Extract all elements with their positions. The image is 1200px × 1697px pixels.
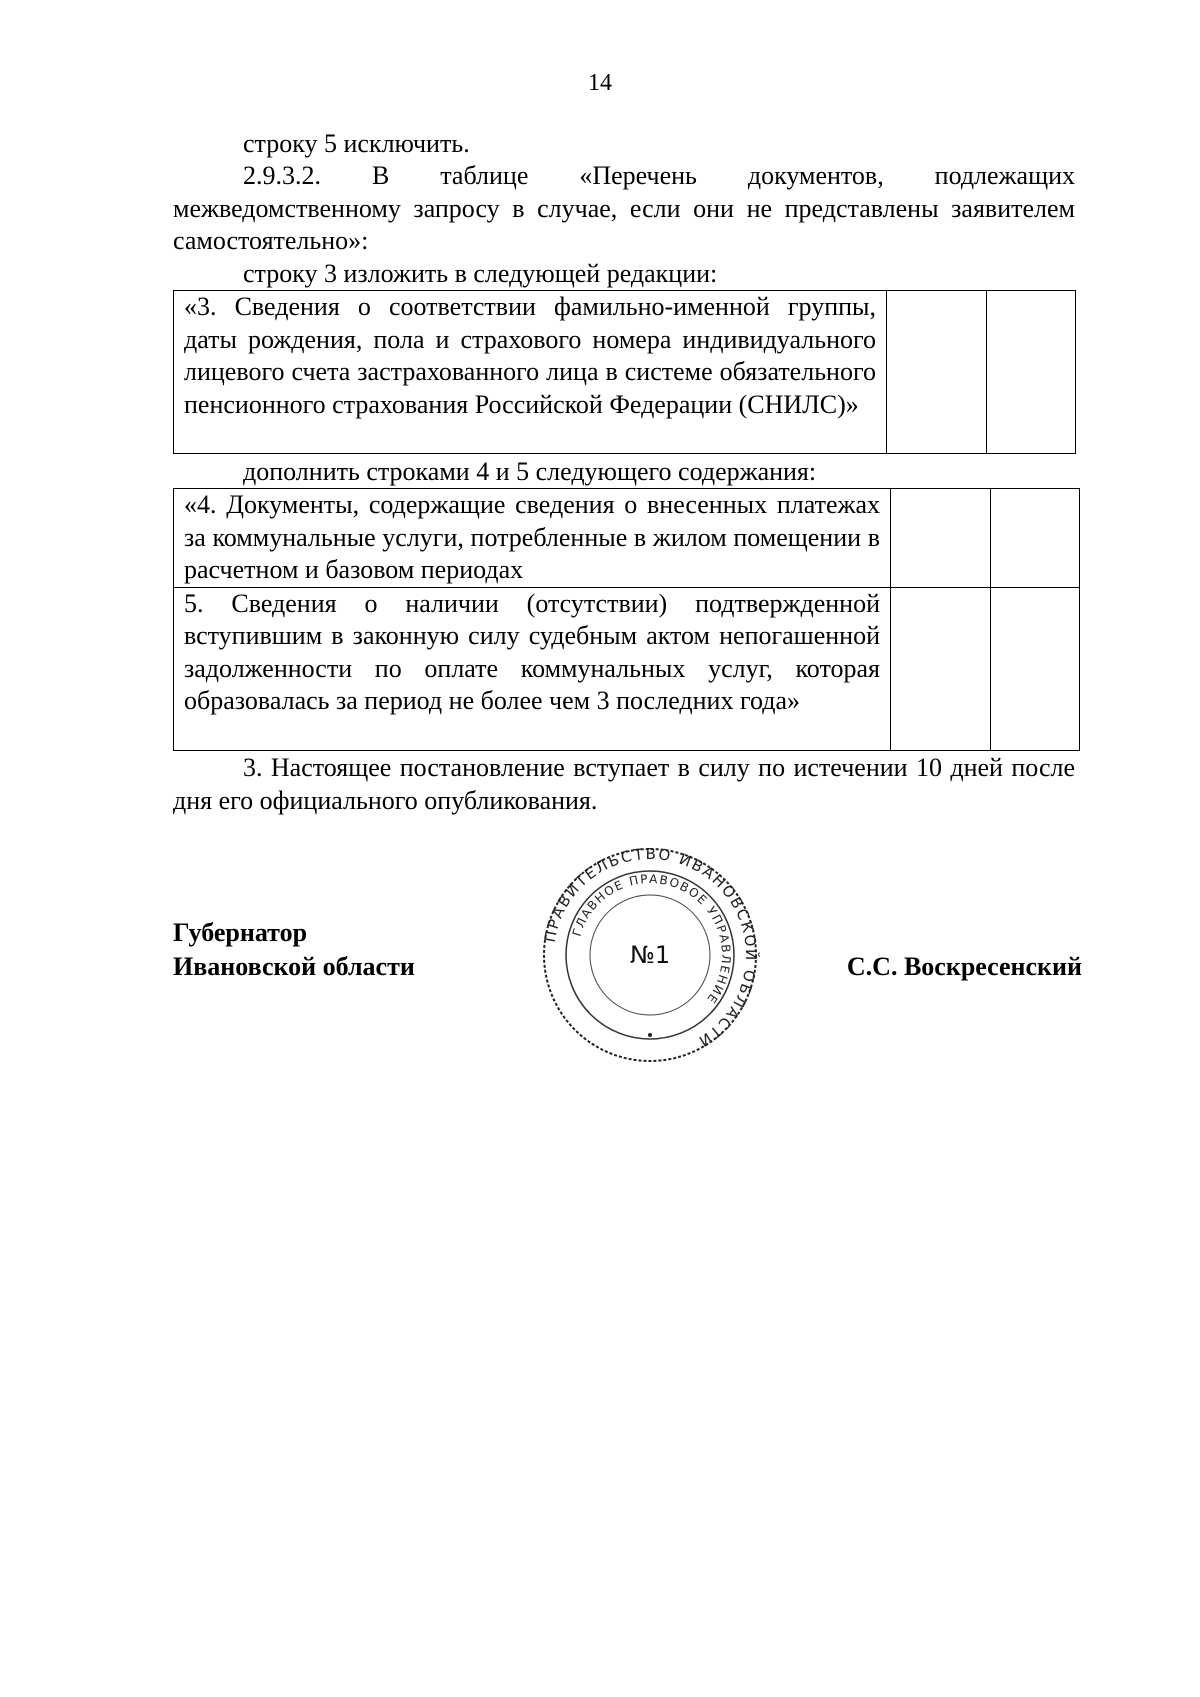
seal-inner-text: ГЛАВНОЕ ПРАВОВОЕ УПРАВЛЕНИЕ: [569, 871, 734, 1007]
official-seal: [540, 845, 760, 1065]
table-row: [174, 291, 1076, 454]
table-row: [174, 587, 1080, 750]
paragraph-add-rows: дополнить строками 4 и 5 следующего содержания:: [243, 457, 817, 486]
table-cell-empty: [891, 489, 991, 588]
table-cell-empty: [987, 291, 1076, 454]
table-cell-text: «3. Сведения о соответствии фамильно-именной группы, даты рождения, пола и страхового номера индивидуального лицевого счета застрахованного лица в системе обязательного пенсионного страхования Российской Федерации (СНИЛС)»: [174, 291, 887, 454]
table-rows-4-5: [173, 488, 1080, 751]
signatory-name: С.С. Воскресенский: [846, 952, 1082, 981]
table-cell-empty: [991, 489, 1080, 588]
seal-outer-text: ПРАВИТЕЛЬСТВО ИВАНОВСКОЙ ОБЛАСТИ: [540, 845, 760, 1052]
table-row: [174, 489, 1080, 588]
signature-title: [173, 916, 415, 984]
table-cell-empty: [887, 291, 987, 454]
table-row3: [173, 290, 1076, 454]
signature-title-line2: Ивановской области: [173, 952, 415, 981]
paragraph-2-9-3-2: 2.9.3.2. В таблице «Перечень документов, подлежащих межведомственному запросу в случае, если они не представлены заявителем самостоятельно»:: [173, 161, 1075, 255]
signature-title-line1: Губернатор: [173, 918, 308, 947]
table-cell-empty: [991, 587, 1080, 750]
table-cell-empty: [891, 587, 991, 750]
paragraph-exclude-row5: строку 5 исключить.: [243, 129, 470, 158]
page-number: 14: [588, 70, 612, 96]
seal-number: №1: [629, 941, 671, 969]
paragraph-row3-edit: строку 3 изложить в следующей редакции:: [243, 259, 718, 288]
table-cell-text: 5. Сведения о наличии (отсутствии) подтвержденной вступившим в законную силу судебным актом непогашенной задолженности по оплате коммунальных услуг, которая образовалась за период не более чем 3 последних года»: [174, 587, 891, 750]
table-cell-text: «4. Документы, содержащие сведения о внесенных платежах за коммунальные услуги, потребленные в жилом помещении в расчетном и базовом периодах: [174, 489, 891, 588]
paragraph-effective-date: 3. Настоящее постановление вступает в силу по истечении 10 дней после дня его официального опубликования.: [173, 753, 1075, 815]
